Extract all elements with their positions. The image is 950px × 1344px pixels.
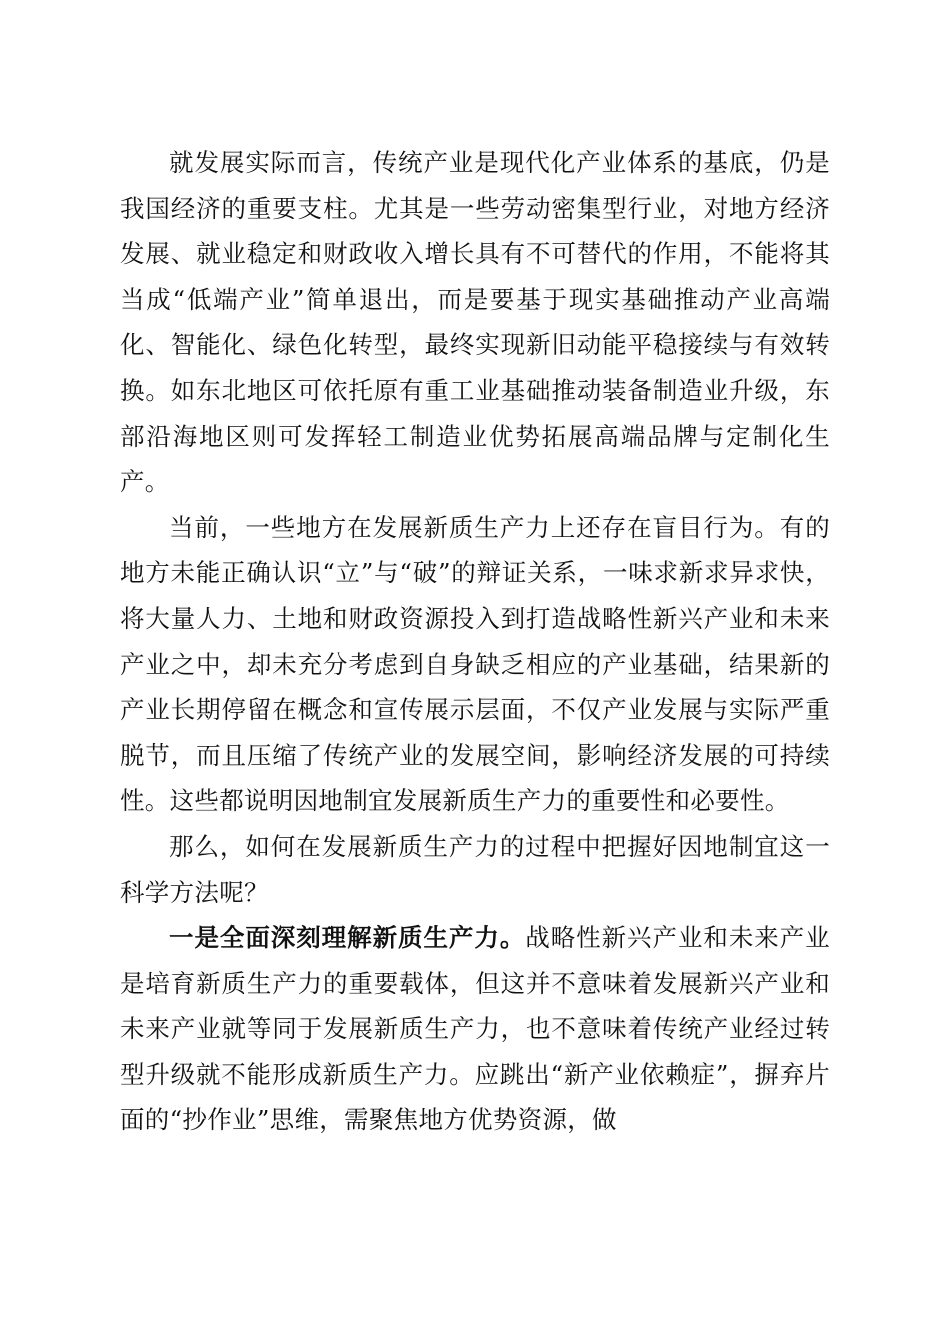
- paragraph-2-text: 当前，一些地方在发展新质生产力上还存在盲目行为。有的地方未能正确认识“立”与“破”的辩证关系，一味求新求异求快，将大量人力、土地和财政资源投入到打造战略性新兴产业和未来产业之中，却未充分考虑到自身缺乏相应的产业基础，结果新的产业长期停留在概念和宣传展示层面，不仅产业发展与实际严重脱节，而且压缩了传统产业的发展空间，影响经济发展的可持续性。这些都说明因地制宜发展新质生产力的重要性和必要性。: [120, 512, 830, 816]
- paragraph-1: [120, 140, 830, 505]
- paragraph-4-text: 战略性新兴产业和未来产业是培育新质生产力的重要载体，但这并不意味着发展新兴产业和未来产业就等同于发展新质生产力，也不意味着传统产业经过转型升级就不能形成新质生产力。应跳出“新产业依赖症”，摒弃片面的“抄作业”思维，需聚焦地方优势资源，做: [120, 923, 830, 1135]
- paragraph-3-text: 那么，如何在发展新质生产力的过程中把握好因地制宜这一科学方法呢？: [120, 831, 830, 907]
- paragraph-3: [120, 824, 830, 915]
- paragraph-1-text: 就发展实际而言，传统产业是现代化产业体系的基底，仍是我国经济的重要支柱。尤其是一些劳动密集型行业，对地方经济发展、就业稳定和财政收入增长具有不可替代的作用，不能将其当成“低端产业”简单退出，而是要基于现实基础推动产业高端化、智能化、绿色化转型，最终实现新旧动能平稳接续与有效转换。如东北地区可依托原有重工业基础推动装备制造业升级，东部沿海地区则可发挥轻工制造业优势拓展高端品牌与定制化生产。: [120, 148, 830, 497]
- paragraph-4-lead: 一是全面深刻理解新质生产力。: [169, 923, 526, 953]
- paragraph-4: [120, 915, 830, 1143]
- document-body: [120, 140, 830, 1143]
- paragraph-2: [120, 505, 830, 824]
